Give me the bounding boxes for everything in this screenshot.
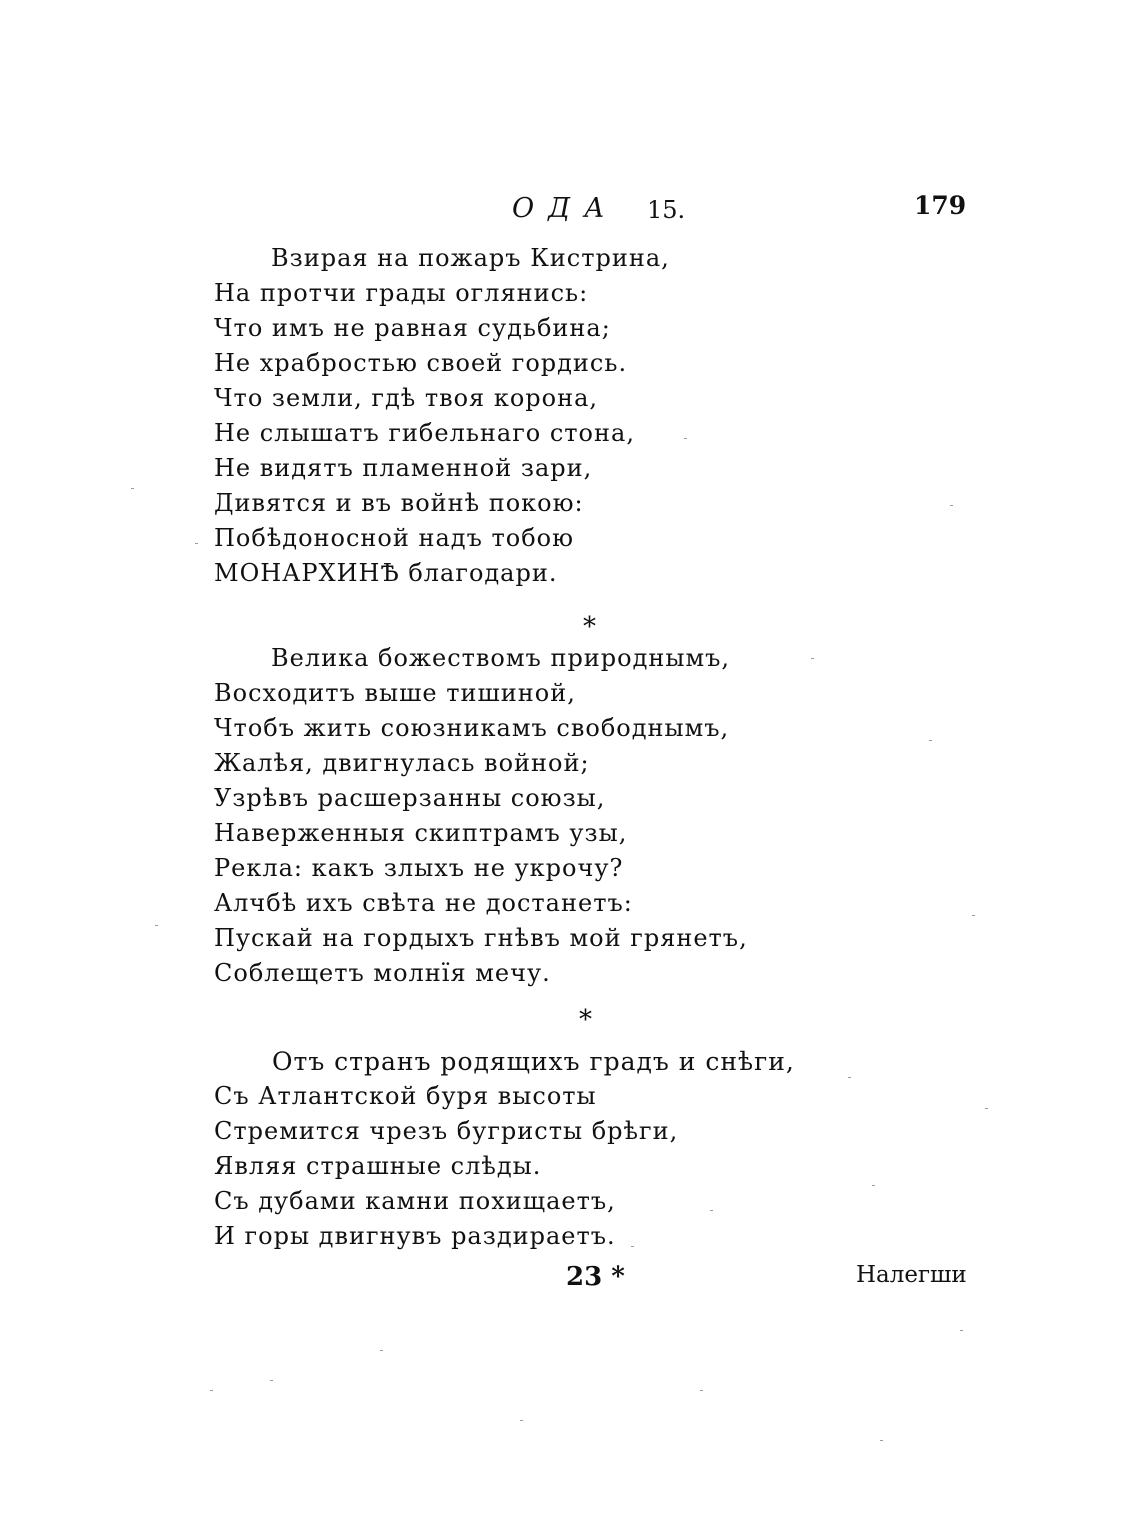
verse-line: Пускай на гордыхъ гнѣвъ мой грянетъ, — [214, 924, 748, 952]
ode-title: ОДА — [512, 193, 619, 224]
verse-line: Взирая на пожаръ Кистрина, — [271, 244, 670, 272]
verse-line: Не слышатъ гибельнаго стона, — [214, 419, 635, 447]
verse-line: Велика божествомъ природнымъ, — [271, 644, 731, 672]
paper-speck — [929, 740, 932, 741]
paper-speck — [520, 1420, 523, 1421]
paper-speck — [380, 1350, 383, 1351]
verse-line: Дивятся и въ войнѣ покою: — [214, 489, 584, 517]
catchword: Налегши — [856, 1262, 967, 1288]
paper-speck — [270, 1380, 273, 1381]
verse-line: Не видятъ пламенной зари, — [214, 454, 593, 482]
paper-speck — [872, 1185, 875, 1186]
paper-speck — [700, 1390, 703, 1391]
verse-line: Съ дубами камни похищаетъ, — [214, 1187, 616, 1215]
verse-line: Алчбѣ ихъ свѣта не достанетъ: — [214, 889, 633, 917]
verse-line: Не храбростью своей гордись. — [214, 349, 628, 377]
paper-speck — [631, 1246, 634, 1247]
stanza-1 — [214, 241, 834, 591]
paper-speck — [880, 1440, 883, 1441]
verse-line: И горы двигнувъ раздираетъ. — [214, 1222, 616, 1250]
verse-line: Соблещетъ молнїя мечу. — [214, 959, 551, 987]
paper-speck — [210, 1390, 213, 1391]
signature-mark: 23 * — [566, 1262, 625, 1292]
stanza-2 — [214, 641, 834, 991]
ode-number: 15. — [647, 196, 686, 224]
verse-line: Стремится чрезъ бугристы брѣги, — [214, 1117, 679, 1145]
paper-speck — [684, 438, 687, 439]
paper-speck — [972, 915, 975, 916]
paper-speck — [195, 543, 198, 544]
stanza-separator: * — [583, 612, 596, 642]
verse-line: Восходитъ выше тишиной, — [214, 679, 576, 707]
verse-line: Рекла: какъ злыхъ не укрочу? — [214, 854, 624, 882]
verse-line: Являя страшные слѣды. — [214, 1152, 542, 1180]
verse-line: Чтобъ жить союзникамъ свободнымъ, — [214, 714, 730, 742]
verse-line: Наверженныя скиптрамъ узы, — [214, 819, 628, 847]
verse-line: Жалѣя, двигнулась войной; — [214, 749, 590, 777]
verse-line: На протчи грады оглянись: — [214, 279, 589, 307]
paper-speck — [131, 488, 134, 489]
verse-line: Что земли, гдѣ твоя корона, — [214, 384, 599, 412]
paper-speck — [960, 1330, 963, 1331]
paper-speck — [811, 658, 814, 659]
paper-speck — [848, 1077, 851, 1078]
stanza-separator: * — [579, 1005, 592, 1035]
verse-line: Отъ странъ родящихъ градъ и снѣги, — [272, 1047, 795, 1076]
page-number: 179 — [914, 191, 967, 220]
paper-speck — [710, 1210, 713, 1211]
paper-speck — [950, 505, 953, 506]
verse-line: Что имъ не равная судьбина; — [214, 314, 611, 342]
verse-line: Побѣдоносной надъ тобою — [214, 524, 574, 552]
verse-line: МОНАРХИНѢ благодари. — [214, 559, 558, 587]
paper-speck — [985, 1108, 988, 1109]
verse-line: Узрѣвъ расшерзанны союзы, — [214, 784, 606, 812]
paper-speck — [155, 925, 158, 926]
verse-line: Съ Атлантской буря высоты — [214, 1082, 597, 1110]
stanza-3 — [214, 1044, 834, 1254]
